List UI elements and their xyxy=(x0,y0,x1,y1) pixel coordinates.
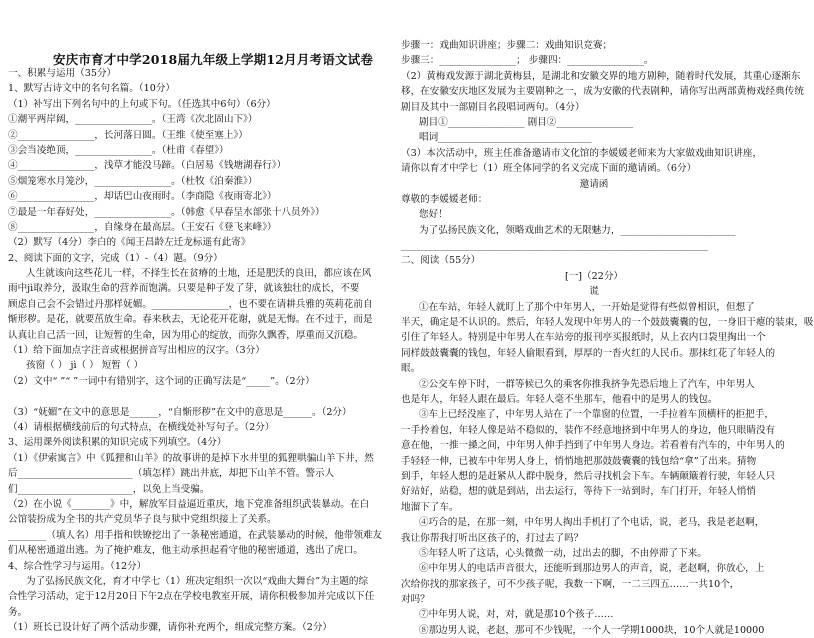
left-column-line: 一、积累与运用（35分） xyxy=(8,68,117,79)
right-column-line: 邀请函 xyxy=(579,178,609,190)
left-column-line: （2）文中“ ”“ ”一词中有错别字，这个词的正确写法是“_____”。（2分） xyxy=(8,375,315,387)
right-column-line: 好站好，站稳，想的就是到站，出去运行，等待下一站到时，车门打开，年轻人悄悄 xyxy=(401,486,756,498)
right-text-block xyxy=(401,38,814,638)
left-column-line: 公馆装扮成为全书的共产党员华子良与狱中党组织接上了关系。 xyxy=(8,514,277,526)
left-column-line: 务。 xyxy=(8,606,28,618)
left-column-line: （2）默写（4分）李白的《闻王昌龄左迁龙标遥有此寄》 xyxy=(8,237,251,249)
left-column-line: 孩窗（ ） jì（ ） 短暂（ ） xyxy=(26,360,144,372)
left-column-line: 3、运用课外阅读积累的知识完成下列填空。（4分） xyxy=(8,437,227,449)
left-column-line: 2、阅读下面的文字，完成（1）-（4）题。（9分） xyxy=(8,252,223,264)
right-column-line: 到手，年轻人想的是赶紧从人群中脱身，然后寻找机会下车。车辆颠簸着行驶，年轻人只 xyxy=(401,470,776,482)
left-column-line: 4、综合性学习与运用。（12分） xyxy=(8,560,147,572)
left-column-line: ⑥________________，却话巴山夜雨时。（李商隐《夜雨寄北》） xyxy=(8,191,277,203)
right-column-line: 一手拎着包，年轻人像是站不稳似的，装作不经意地挤到中年男人的身边，他只眼睛没有 xyxy=(401,424,776,436)
left-column-line xyxy=(8,389,390,404)
right-column-line: 次给你找的那家孩子，可不少孩子呢，我数一下啊，一二三四五……一共10个， xyxy=(401,578,740,590)
left-column-line: ⑦最是一年春好处，________________。（韩愈《早春呈水部张十八员外》） xyxy=(8,206,325,218)
left-column-line: 顾虑自己会不会错过丹那样妩媚。________________，也不要在请耕兵雅的英莉花前自 xyxy=(8,298,373,310)
right-column-line: ⑦中年男人说，对，对，就是那10个孩子…… xyxy=(419,609,614,621)
right-column-line: 手轻轻一伸，已被车中年男人身上，悄悄地把那鼓鼓囊囊的钱包给“拿”了出来。猜物 xyxy=(401,455,757,467)
right-column-line: 移，在安徽安庆地区发展为主要剧种之一，成为安徽的代表剧种，请你写出两部黄梅戏经典传统 xyxy=(401,86,804,98)
right-column-line: 请你以育才中学七（1）班全体同学的名义完成下面的邀请函。（6分） xyxy=(401,163,697,175)
right-column-line: 步骤三：________________； 步骤四：________________。 xyxy=(401,55,654,67)
left-column-line: 雨中jì取养分，汲取生命的营养而饱满。只要是种子发了芽，就该独壮的成长，不要 xyxy=(8,283,360,295)
left-column-line: 后________________________（填怎样）跳出井底，却把下山羊不管。警示人 xyxy=(8,468,335,480)
right-column-line: ②公交车停下时，一群等候已久的乘客你推我挤争先恐后地上了汽车，中年男人 xyxy=(419,378,755,390)
left-column-line: （1）《伊索寓言》中《狐狸和山羊》的故事讲的是掉下水井里的狐狸哄骗山羊下井，然 xyxy=(8,452,374,464)
right-column-line: （3）本次活动中，班主任准备邀请市文化馆的李媛媛老师来为大家做戏曲知识讲座， xyxy=(401,147,763,159)
right-column-line: ⑧那边男人说，老赵，那可不少钱呢，一个人一学期1000块，10个人就是10000 xyxy=(419,624,765,636)
left-column-line: 为了弘扬民族文化，育才中学七（1）班决定组织一次以“戏曲大舞台”为主题的综 xyxy=(26,575,369,587)
left-column-line: ________（填人名）用手指和铁镣挖出了一条秘密通道，在武装暴动的时候，他带领难友 xyxy=(8,529,383,541)
left-column-line: ①潮平两岸阔，________________。（王湾《次北固山下》） xyxy=(8,114,258,126)
left-column-line: ⑤烟笼寒水月笼沙，________________。（杜牧《泊秦淮》） xyxy=(8,175,258,187)
right-column-line: 对吗？ xyxy=(401,594,430,606)
left-column-line: （4）请根据横线前后的句式特点，在横线处补写句子。（2分） xyxy=(8,421,275,433)
right-column-line: 您好！ xyxy=(419,209,448,221)
right-column-line: 步骤一：戏曲知识讲座；步骤二：戏曲知识竞赛； xyxy=(401,40,613,51)
left-column-line: （1）补写出下列名句中的上句或下句。（任选其中6句）（6分） xyxy=(8,98,276,110)
right-column-line: 同样鼓鼓囊囊的钱包，年轻人偷眼看到，厚厚的一沓火红的人民币。那抹红花了年轻人的 xyxy=(401,347,776,359)
left-column-line: 惭形秽。是花，就要茁放生命。春来秋去，无论花开花谢，就是无悔。在不过于，而是 xyxy=(8,314,373,326)
left-column-line: 人生就该向这些花儿一样，不择生长在贫瘠的土地，还是肥沃的良田，都应该在风 xyxy=(26,268,372,280)
left-column-line: ②________________，长河落日圆。（王维《使至塞上》） xyxy=(8,129,248,141)
right-column-line: ④巧合的是，在那一刻，中年男人掏出手机打了个电话，说，老马，我是老赵啊， xyxy=(419,517,765,529)
right-column-line: 为了弘扬民族文化，领略戏曲艺术的无限魅力，________________________ xyxy=(419,224,736,236)
left-column-line: （3）“妩媚”在文中的意思是______，“自惭形秽”在文中的意思是______。（2分） xyxy=(8,406,352,418)
left-column-line: （1）给下面加点字注音或根据拼音写出相应的汉字。（3分） xyxy=(8,345,265,357)
left-column-line: （2）在小说《________》中，解放军目益逼近重庆，地下党准备组织武装暴动。在白 xyxy=(8,498,370,510)
left-column-line: 们从秘密通道出逃。为了掩护难友，他主动承担起看守他的秘密通道，逃出了虎口。 xyxy=(8,545,363,557)
left-column-line: ⑧________________，自缘身在最高层。（王安石《登飞来峰》） xyxy=(8,221,277,233)
right-column-line: ①在车站，年轻人就盯上了那个中年男人，一开始是觉得有些似曾相识，但想了 xyxy=(419,301,755,313)
right-column-line: ⑥中年男人的电话声音很大，还能听到那边男人的声音，说，老赵啊，你放心，上 xyxy=(419,563,765,575)
right-column-line: 半天，确定是不认识的。然后，年轻人发现中年男人的一个鼓鼓囊囊的包，一身旧干瘪的装束，吸 xyxy=(401,317,814,329)
right-column-line: 地溜下了车。 xyxy=(401,501,459,513)
left-text-block xyxy=(8,66,390,635)
right-column-line: ③车上已经没座了，中年男人站在了一个靠窗的位置，一手拉着车顶横杆的拒把手， xyxy=(419,409,774,421)
left-column-line: （1）班长已设计好了两个活动步骤，请你补充两个，组成完整方案。（2分） xyxy=(8,622,333,634)
right-column-line: 意在他，一推一搡之间，中年男人伸手挡到了中年男人身边。若看着有汽车的，中年男人的 xyxy=(401,440,785,452)
left-column xyxy=(8,0,390,634)
right-column-line: 尊敬的李媛媛老师： xyxy=(401,193,488,205)
left-column-line: 们________________________，以免上当受骗。 xyxy=(8,483,210,495)
left-column-line: ③会当凌绝顶，________________。（杜甫《春望》） xyxy=(8,144,229,156)
right-column-line: 唱词________________________________ xyxy=(419,132,592,144)
right-column-line: 二、阅读（55分） xyxy=(401,255,481,267)
right-column-line: [一]（22分） xyxy=(564,270,624,282)
left-column-line: 1、默写古诗文中的名句名篇。（10分） xyxy=(8,83,176,95)
right-column-line: 也是年人，年轻人跟在最后。年轻人毫不坐那车，他看中的是男人的钱包。 xyxy=(401,393,718,405)
right-column-line: 眼。 xyxy=(401,363,421,375)
right-column xyxy=(401,0,814,636)
right-column-line: 剧目①________________ 剧目②________________ xyxy=(419,116,634,128)
right-column-line: 引住了年轻人。特别是中年男人在车站旁的报刊亭买报纸时，从上衣内口袋里掏出一个 xyxy=(401,332,766,344)
right-column-line: 我让你帮我打听出区孩子的，打过去了吗？ xyxy=(401,532,584,544)
right-column-line: ⑤年轻人听了这话，心头微微一动，过出去的脚，不由停滞了下来。 xyxy=(419,547,707,559)
right-column-line: ________________________________________________________________ xyxy=(401,240,708,252)
right-column-line: 谎 xyxy=(589,286,599,298)
left-column-line: ④________________，浅草才能没马蹄。（白居易《钱塘湖春行》） xyxy=(8,160,287,172)
left-column-line: 认真让自己活一回，让短暂的生命，因为用心的绽放，而弥久飘香，厚重而又沉稳。 xyxy=(8,329,363,341)
right-column-line: （2）黄梅戏发源于湖北黄梅县，是湖北和安徽交界的地方剧种，随着时代发展，其重心逐渐东 xyxy=(401,70,801,82)
paper-title: 安庆市育才中学2018届九年级上学期12月月考语文试卷 xyxy=(52,52,374,67)
right-column-line: 剧目及其中一部剧目名段唱词两句。（4分） xyxy=(401,101,585,113)
left-column-line: 合性学习活动，定于12月20日下午2点在学校电教室开展，请你积极参加并完成以下任 xyxy=(8,591,375,603)
